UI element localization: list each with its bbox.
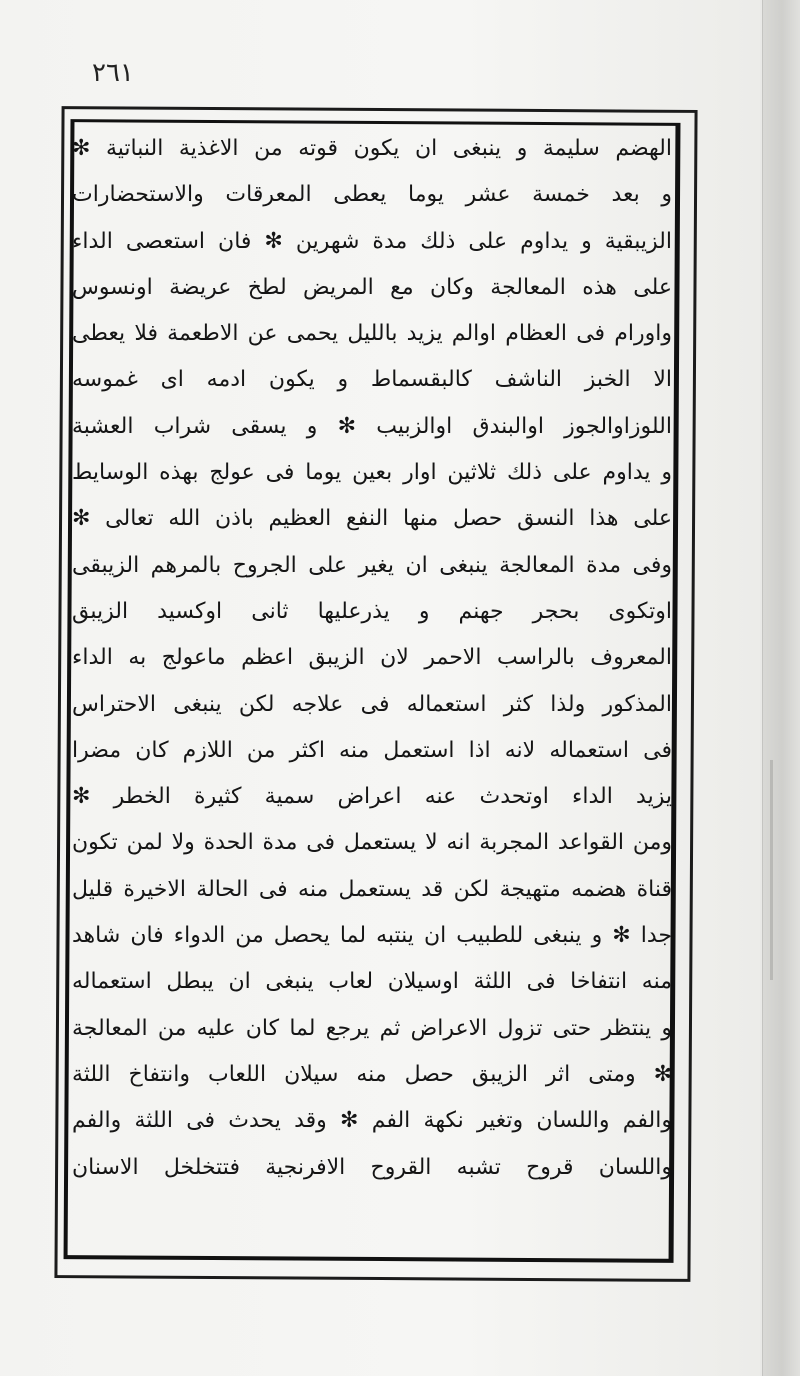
text-line: الزيبقية و يداوم على ذلك مدة شهرين ✻ فان استعصى الداء	[72, 228, 672, 254]
text-line: و يداوم على ذلك ثلاثين اوار بعين يوما فى عولج بهذه الوسايط	[72, 460, 672, 486]
text-line: يزيد الداء اوتحدث عنه اعراض سمية كثيرة الخطر ✻	[72, 784, 672, 810]
text-line: الهضم سليمة و ينبغى ان يكون قوته من الاغذية النباتية ✻	[72, 136, 672, 161]
text-line: واورام فى العظام اوالم يزيد بالليل يحمى عن الاطعمة فلا يعطى	[72, 321, 672, 347]
text-line: منه انتفاخا فى اللثة اوسيلان لعاب ينبغى ان يبطل استعماله	[72, 969, 672, 995]
text-line: قناة هضمه متهيجة لكن قد يستعمل منه فى الحالة الاخيرة قليل	[72, 876, 672, 902]
text-line: اوتكوى بحجر جهنم و يذرعليها ثانى اوكسيد الزيبق	[72, 598, 672, 624]
text-line: ✻ ومتى اثر الزيبق حصل منه سيلان اللعاب وانتفاخ اللثة	[72, 1061, 672, 1087]
text-line: المعروف بالراسب الاحمر لان الزيبق اعظم ماعولج به الداء	[72, 645, 672, 671]
text-line: على هذا النسق حصل منها النفع العظيم باذن الله تعالى ✻	[72, 506, 672, 532]
text-line: وفى مدة المعالجة ينبغى ان يغير على الجروح بالمرهم الزيبقى	[72, 552, 672, 578]
text-line: الا الخبز الناشف كالبقسماط و يكون ادمه اى غموسه	[72, 367, 672, 393]
text-line: على هذه المعالجة وكان مع المريض لطخ عريضة اونسوس	[72, 274, 672, 300]
book-gutter	[762, 0, 800, 1376]
text-line: واللسان قروح تشبه القروح الافرنجية فتتخلخل الاسنان	[72, 1154, 672, 1180]
text-line: والفم واللسان وتغير نكهة الفم ✻ وقد يحدث فى اللثة والفم	[72, 1108, 672, 1134]
text-line: و بعد خمسة عشر يوما يعطى المعرقات والاستحضارات	[72, 182, 672, 208]
text-line: ومن القواعد المجربة انه لا يستعمل فى مدة الحدة ولا لمن تكون	[72, 830, 672, 856]
text-line: فى استعماله لانه اذا استعمل منه اكثر من اللازم كان مضرا	[72, 737, 672, 763]
text-line: و ينتظر حتى تزول الاعراض ثم يرجع لما كان عليه من المعالجة	[72, 1015, 672, 1041]
text-line: اللوزاوالجوز اوالبندق اوالزبيب ✻ و يسقى شراب العشبة	[72, 413, 672, 439]
text-line: المذكور ولذا كثر استعماله فى علاجه لكن ينبغى الاحتراس	[72, 691, 672, 717]
text-block	[66, 126, 678, 1256]
page-number: ٢٦١	[92, 58, 134, 88]
text-line: جدا ✻ و ينبغى للطبيب ان ينتبه لما يحصل من الدواء فان شاهد	[72, 923, 672, 949]
gutter-shadow	[770, 760, 773, 980]
